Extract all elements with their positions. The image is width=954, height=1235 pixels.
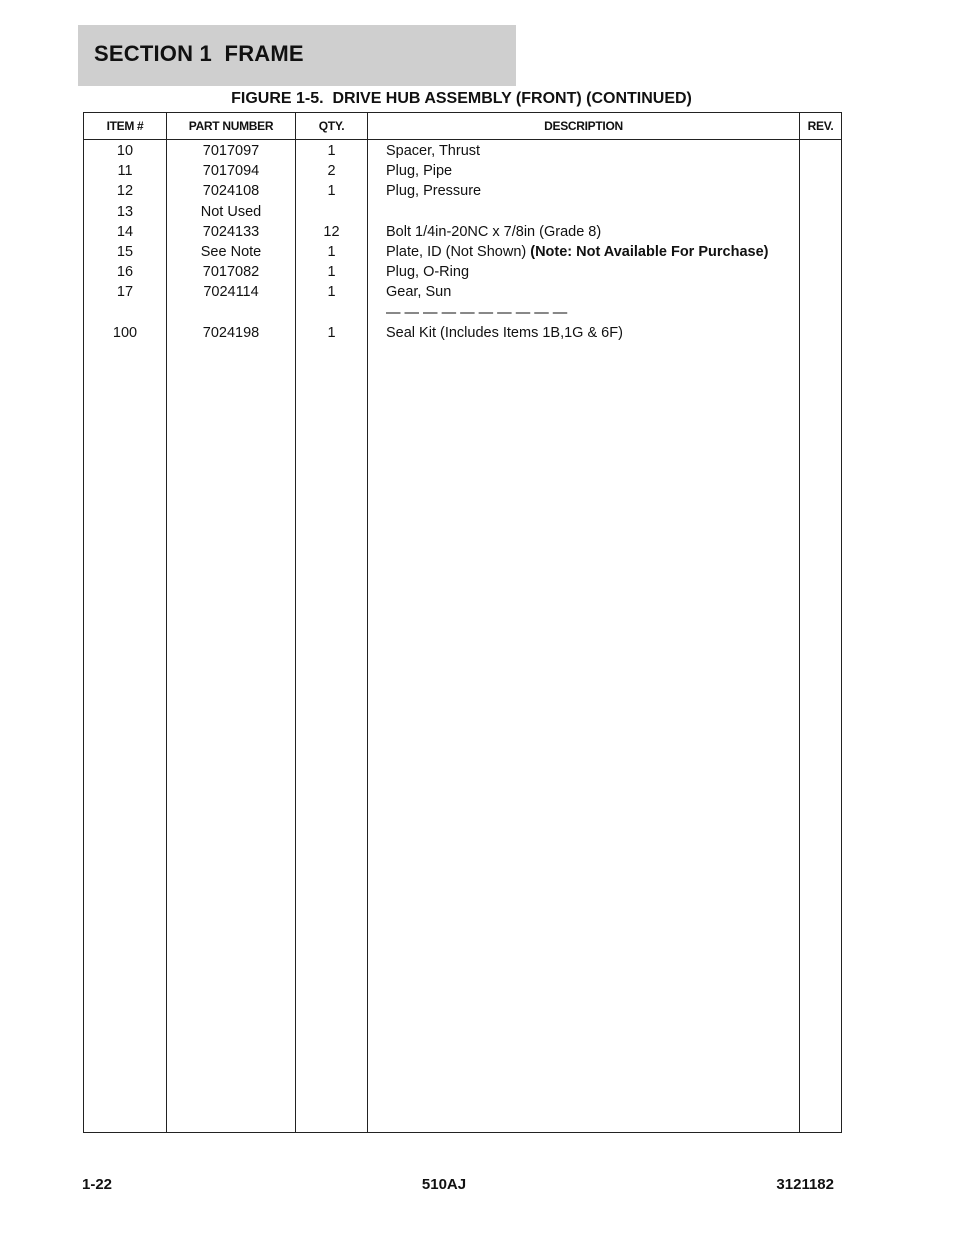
part-number-cell — [167, 303, 295, 323]
item-cell: 10 — [116, 143, 134, 159]
part-number-cell: 7024108 — [202, 183, 260, 200]
column-header-part-number: PART NUMBER — [167, 113, 296, 140]
description-cell: Spacer, Thrust — [386, 143, 481, 159]
column-header-item: ITEM # — [84, 113, 167, 140]
part-number-cell: See Note — [200, 243, 262, 260]
item-cell: 14 — [116, 223, 134, 240]
item-cell: 13 — [116, 203, 134, 220]
part-number-cells — [167, 140, 295, 343]
purchase-note: (Note: Not Available For Purchase) — [530, 243, 769, 260]
qty-cells — [296, 140, 367, 343]
item-cells — [84, 140, 166, 343]
qty-cell: 1 — [327, 143, 336, 159]
document-number: 3121182 — [776, 1176, 834, 1193]
description-cell: Plug, O-Ring — [386, 264, 470, 281]
description-cell: Plug, Pressure — [386, 183, 482, 200]
page-number: 1-22 — [82, 1176, 113, 1193]
section-banner — [78, 25, 516, 86]
item-cell: 16 — [116, 264, 134, 281]
description-cell: Seal Kit (Includes Items 1B,1G & 6F) — [386, 324, 623, 341]
part-number-column — [167, 140, 296, 1133]
part-number-cell: 7017097 — [202, 143, 260, 159]
part-number-cell: Not Used — [200, 203, 262, 220]
table-header-row — [84, 113, 842, 140]
qty-cell: 1 — [327, 243, 336, 260]
parts-table — [83, 112, 842, 1133]
description-cell: Plug, Pipe — [386, 163, 453, 180]
description-cell — [368, 202, 799, 222]
qty-cell: 1 — [327, 183, 336, 200]
description-cells — [368, 140, 799, 343]
item-cell: 11 — [117, 163, 133, 180]
part-number-cell: 7024114 — [203, 284, 259, 301]
qty-cell: 1 — [327, 284, 336, 301]
description-cell: Bolt 1/4in-20NC x 7/8in (Grade 8) — [386, 223, 602, 240]
table-body — [84, 140, 842, 1133]
description-separator: — — — — — — — — — — — [386, 304, 568, 321]
column-header-qty: QTY. — [296, 113, 368, 140]
part-number-cell: 7017082 — [202, 264, 260, 281]
qty-cell: 1 — [327, 324, 336, 341]
qty-column — [296, 140, 368, 1133]
rev-column — [800, 140, 842, 1133]
item-cell — [84, 303, 166, 323]
qty-cell: 2 — [327, 163, 336, 180]
item-cell: 12 — [116, 183, 134, 200]
section-title: SECTION 1 FRAME — [94, 41, 304, 66]
description-column — [368, 140, 800, 1133]
item-cell: 100 — [112, 324, 138, 341]
column-header-rev: REV. — [800, 113, 842, 140]
description-cell — [368, 242, 799, 262]
qty-cell: 12 — [323, 223, 340, 240]
item-cell: 15 — [116, 243, 134, 260]
description-text: Plate, ID (Not Shown) — [386, 243, 531, 260]
item-cell: 17 — [116, 284, 134, 301]
column-header-description: DESCRIPTION — [368, 113, 800, 140]
description-cell: Gear, Sun — [386, 284, 452, 301]
qty-cell — [296, 202, 367, 222]
item-column — [84, 140, 167, 1133]
qty-cell — [296, 303, 367, 323]
part-number-cell: 7024133 — [202, 223, 260, 240]
qty-cell: 1 — [327, 264, 336, 281]
model-name: 510AJ — [421, 1176, 467, 1193]
figure-title: FIGURE 1-5. DRIVE HUB ASSEMBLY (FRONT) (CONTINUED) — [231, 90, 692, 107]
part-number-cell: 7024198 — [202, 324, 260, 341]
part-number-cell: 7017094 — [202, 163, 260, 180]
